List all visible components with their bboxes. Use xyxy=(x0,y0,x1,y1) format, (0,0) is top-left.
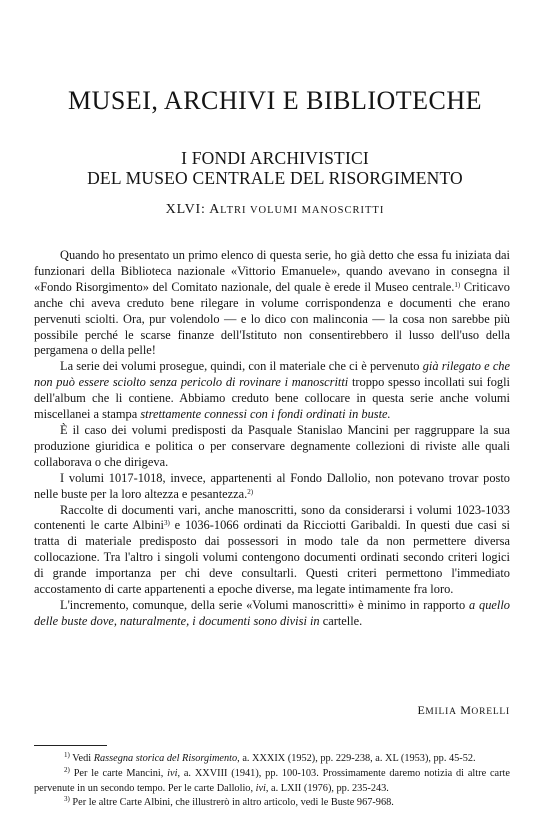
paragraph-5-text-b: e 1036-1066 ordinati da Ricciotti Garibaldi. In questi due casi si tratta di materiale predisposto dai possessori in modo tale da non permettere diversa collocazione. Tra l'altro i singoli volumi contengono documenti ordinati secondo criteri logici di grande importanza per chi deve consultarli. Questi criteri permettono l'immediato accostamento di carte appartenenti a epoche diverse, ma legate intimamente fra loro. xyxy=(34,518,510,597)
footnote-2-mark: 2) xyxy=(64,765,70,774)
footnote-1-text-a: Vedi xyxy=(69,753,94,764)
paragraph-1-text-b: Criticavo anche chi aveva creduto bene rilegare in volume corrispondenza e documenti che erano pervenuti sciolti. Ora, pur volendolo — e lo dico con malinconia — la cosa non sarebbe più possibile perché le scarse finanze dell'Istituto non consentirebbero il lusso dell'uso della pergamena o della pelle! xyxy=(34,279,510,358)
footnote-separator xyxy=(34,745,107,746)
paragraph-3: È il caso dei volumi predisposti da Pasquale Stanislao Mancini per raggruppare la sua produzione giuridica e politica o per conservare degnamente collezioni di riviste alle quali collaborava o che dirigeva. xyxy=(34,422,510,469)
section-title: MUSEI, ARCHIVI E BIBLIOTECHE xyxy=(67,86,483,115)
paragraph-6-text-b: cartelle. xyxy=(319,613,363,628)
paragraph-2-italic-b: strettamente connessi con i fondi ordinati in buste. xyxy=(140,407,391,422)
subtitle-text: LTRI VOLUMI MANOSCRITTI xyxy=(220,205,385,216)
paragraph-5 xyxy=(34,503,510,598)
article-body xyxy=(34,248,510,630)
article-title-line-2: DEL MUSEO CENTRALE DEL RISORGIMENTO xyxy=(87,168,463,188)
paragraph-4 xyxy=(34,471,510,503)
paragraph-2 xyxy=(34,359,510,423)
paragraph-6 xyxy=(34,598,510,630)
footnote-2-text-c: , a. LXII (1976), pp. 235-243. xyxy=(265,782,389,794)
footnote-2-text-a: Per le carte Mancini, xyxy=(69,767,168,779)
signature-last-initial: M xyxy=(460,703,472,717)
footnote-2-italic-a: ivi xyxy=(167,767,178,779)
footnote-1 xyxy=(34,752,510,767)
paragraph-2-text-b: troppo spesso incollati sui fogli dell'album che li contiene. Abbiamo creduto bene collocare in questa serie anche volumi miscellanei a stampa xyxy=(34,375,510,422)
paragraph-1 xyxy=(34,248,510,359)
footnote-3-text: Per le altre Carte Albini, che illustrerò in altro articolo, vedi le Buste 967-968. xyxy=(69,797,394,809)
footnote-2-text-b: , a. XXVIII (1941), pp. 100-103. Prossimamente daremo notizia di altre carte pervenute in un secondo tempo. Per le carte Dallolio, xyxy=(34,767,510,794)
article-title xyxy=(0,148,550,188)
footnote-ref-1: 1) xyxy=(454,280,461,289)
footnote-ref-3: 3) xyxy=(164,519,170,528)
paragraph-6-italic-a: a quello delle buste dove, naturalmente, i documenti sono divisi in xyxy=(34,597,510,628)
footnote-1-mark: 1) xyxy=(64,751,70,759)
paragraph-6-text-a: L'incremento, comunque, della serie «Volumi manoscritti» è minimo in rapporto xyxy=(60,597,470,612)
signature-first-initial: E xyxy=(417,703,426,717)
footnote-3-mark: 3) xyxy=(64,795,70,804)
footnote-1-text-b: , a. XXXIX (1952), pp. 229-238, a. XL (1953), pp. 45-52. xyxy=(237,753,476,764)
footnote-1-italic: Rassegna storica del Risorgimento xyxy=(93,753,238,764)
subtitle-number: XLVI: A xyxy=(165,202,221,217)
article-subtitle xyxy=(0,201,550,219)
footnotes xyxy=(34,752,510,811)
paragraph-5-text-a: Raccolte di documenti vari, anche manoscritti, sono da considerarsi i volumi 1023-1033 contenenti le carte Albini xyxy=(34,502,510,533)
paragraph-2-italic-a: già rilegato e che non può essere sciolto senza pericolo di rovinare i manoscritti xyxy=(34,359,511,390)
paragraph-2-text-a: La serie dei volumi prosegue, quindi, con il materiale che ci è pervenuto xyxy=(60,359,423,374)
footnote-2 xyxy=(34,767,510,797)
footnote-ref-2: 2) xyxy=(247,487,254,496)
paragraph-1-text-a: Quando ho presentato un primo elenco di questa serie, ho già detto che essa fu iniziata dai funzionari della Biblioteca nazionale «Vittorio Emanuele», quando avevano in consegna il «Fondo Risorgimento» del Comitato nazionale, del quale è erede il Museo centrale. xyxy=(34,248,510,294)
paragraph-4-text-a: I volumi 1017-1018, invece, appartenenti al Fondo Dallolio, non potevano trovar posto nelle buste per la loro altezza e pesantezza. xyxy=(34,470,510,501)
footnote-2-italic-b: ivi xyxy=(255,782,266,794)
footnote-3 xyxy=(34,796,510,811)
author-signature xyxy=(417,703,510,718)
signature-first-rest: MILIA xyxy=(425,707,457,717)
article-title-line-1: I FONDI ARCHIVISTICI xyxy=(181,148,369,168)
signature-last-rest: ORELLI xyxy=(471,707,510,717)
